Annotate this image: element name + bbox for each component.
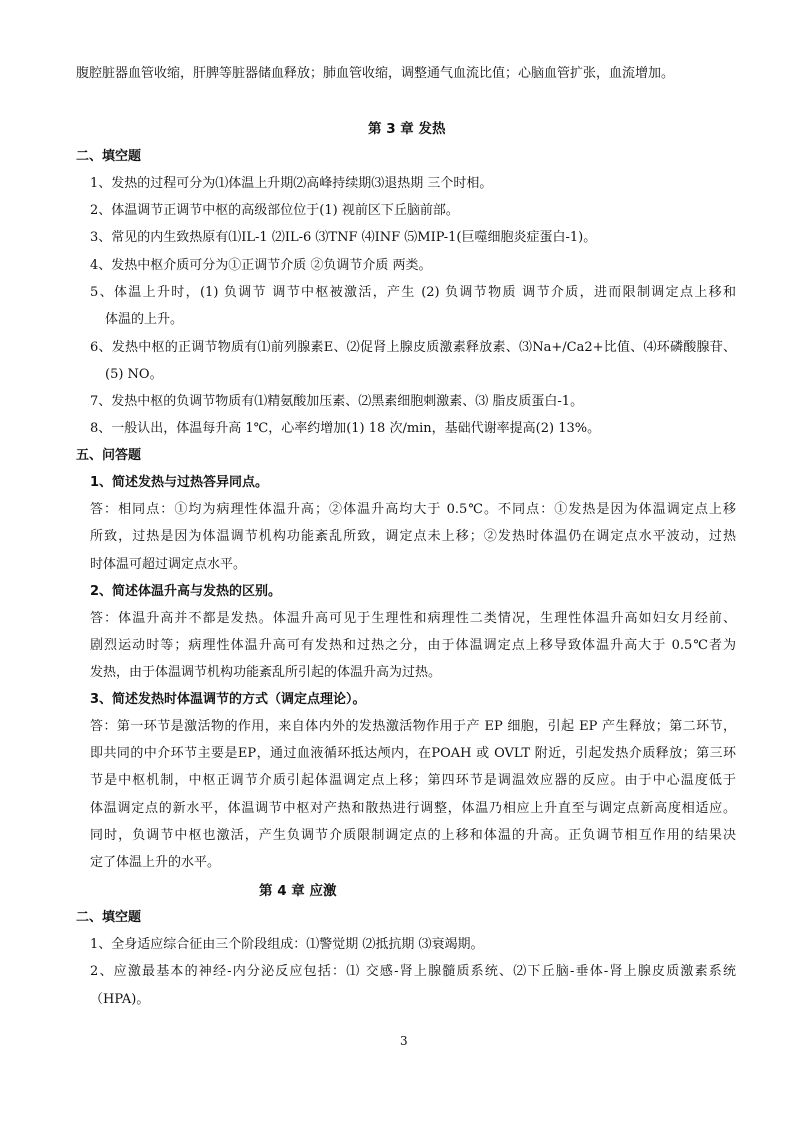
continued-text-line: 腹腔脏器血管收缩，肝脾等脏器储血释放；肺血管收缩，调整通气血流比值；心脑血管扩张，血流增加。 (76, 66, 675, 81)
ch3-qa3-question: 3、简述发热时体温调节的方式（调定点理论）。 (90, 692, 366, 707)
ch4-fill-q1: 1、全身适应综合征由三个阶段组成：⑴警觉期 ⑵抵抗期 ⑶衰竭期。 (90, 937, 484, 952)
ch3-fill-q5-line2: 体温的上升。 (105, 312, 184, 327)
ch3-qa2-answer-line2: 剧烈运动时等；病理性体温升高可有发热和过热之分，由于体温调定点上移导致体温升高大于 0.5℃者为 (90, 638, 736, 653)
ch3-qa3-answer-line2: 即共同的中介环节主要是EP，通过血液循环抵达颅内，在POAH 或 OVLT 附近，引起发热介质释放；第三环 (90, 746, 736, 761)
chapter-3-title: 第 3 章 发热 (368, 121, 446, 137)
ch3-qa2-answer-line3: 发热，由于体温调节机构功能紊乱所引起的体温升高为过热。 (90, 665, 442, 680)
ch3-fill-q7: 7、发热中枢的负调节物质有⑴精氨酸加压素、⑵黑素细胞刺激素、⑶ 脂皮质蛋白-1。 (90, 394, 584, 409)
ch3-fill-heading: 二、填空题 (76, 149, 142, 164)
ch3-qa1-answer-line2: 所致，过热是因为体温调节机构功能紊乱所致，调定点未上移；②发热时体温仍在调定点水平波动，过热 (90, 529, 736, 544)
ch3-fill-q1: 1、发热的过程可分为⑴体温上升期⑵高峰持续期⑶退热期 三个时相。 (90, 176, 493, 191)
ch3-qa-heading: 五、问答题 (76, 448, 142, 463)
ch3-qa1-answer-line3: 时体温可超过调定点水平。 (90, 557, 247, 572)
ch3-qa3-answer-line3: 节是中枢机制，中枢正调节介质引起体温调定点上移；第四环节是调温效应器的反应。由于中心温度低于 (90, 773, 736, 788)
ch3-qa1-question: 1、简述发热与过热答异同点。 (90, 475, 269, 490)
chapter-4-title: 第 4 章 应激 (259, 883, 337, 899)
page-number: 3 (400, 1034, 408, 1048)
ch3-qa2-question: 2、简述体温升高与发热的区别。 (90, 584, 282, 599)
ch3-qa1-answer-line1: 答：相同点：①均为病理性体温升高；②体温升高均大于 0.5℃。不同点：①发热是因为体温调定点上移 (90, 502, 736, 517)
ch3-fill-q2: 2、体温调节正调节中枢的高级部位位于(1) 视前区下丘脑前部。 (90, 203, 459, 218)
ch3-qa3-answer-line5: 同时，负调节中枢也激活，产生负调节介质限制调定点的上移和体温的升高。正负调节相互作用的结果决 (90, 828, 736, 843)
ch3-fill-q6-line2: (5) NO。 (105, 367, 163, 382)
ch3-fill-q6-line1: 6、发热中枢的正调节物质有⑴前列腺素E、⑵促肾上腺皮质激素释放素、⑶Na+/Ca2+比值、⑷环磷酸腺苷、 (90, 340, 736, 355)
ch3-qa3-answer-line1: 答：第一环节是激活物的作用，来自体内外的发热激活物作用于产 EP 细胞，引起 EP 产生释放；第二环节， (90, 719, 736, 734)
ch3-fill-q5-line1: 5、体温上升时，(1) 负调节 调节中枢被激活，产生 (2) 负调节物质 调节介质，进而限制调定点上移和 (90, 285, 736, 300)
ch3-qa3-answer-line6: 定了体温上升的水平。 (90, 855, 221, 870)
ch3-fill-q4: 4、发热中枢介质可分为①正调节介质 ②负调节介质 两类。 (90, 258, 432, 273)
ch3-qa2-answer-line1: 答：体温升高并不都是发热。体温升高可见于生理性和病理性二类情况，生理性体温升高如妇女月经前、 (90, 611, 736, 626)
ch4-fill-q2-line1: 2、应激最基本的神经-内分泌反应包括：⑴ 交感-肾上腺髓质系统、⑵下丘脑-垂体-肾上腺皮质激素系统 (90, 964, 736, 979)
ch4-fill-q2-line2: （HPA)。 (90, 992, 150, 1007)
ch3-qa3-answer-line4: 体温调定点的新水平，体温调节中枢对产热和散热进行调整，体温乃相应上升直至与调定点新高度相适应。 (90, 801, 736, 816)
ch3-fill-q8: 8、一般认出，体温每升高 1℃，心率约增加(1) 18 次/min，基础代谢率提高(2) 13%。 (90, 421, 601, 436)
ch3-fill-q3: 3、常见的内生致热原有⑴IL-1 ⑵IL-6 ⑶TNF ⑷INF ⑸MIP-1(巨噬细胞炎症蛋白-1)。 (90, 230, 597, 245)
ch4-fill-heading: 二、填空题 (76, 910, 142, 925)
